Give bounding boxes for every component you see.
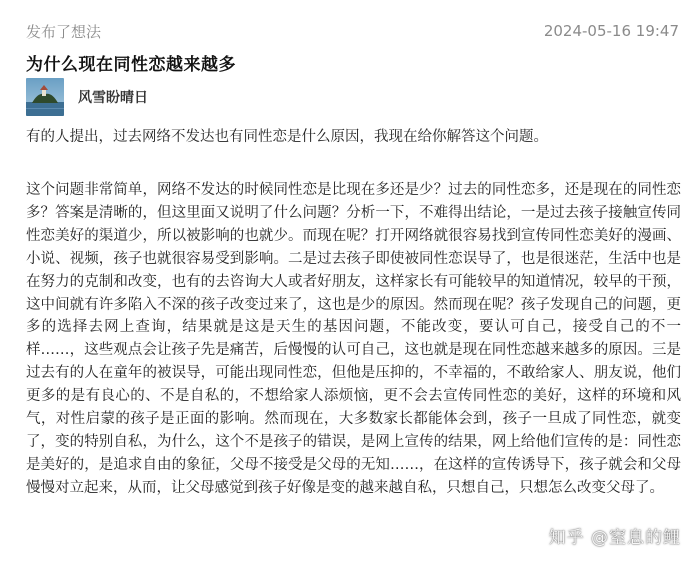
post-header <box>26 20 679 42</box>
action-label: 发布了想法 <box>26 22 102 41</box>
avatar-image <box>26 78 64 116</box>
avatar[interactable] <box>26 78 64 116</box>
watermark: 知乎 @窒息的鲤 <box>548 528 681 548</box>
post-body: 这个问题非常简单，网络不发达的时候同性恋是比现在多还是少？过去的同性恋多，还是现在的同性恋多？答案是清晰的，但这里面又说明了什么问题？分析一下，不难得出结论，一是过去孩子接触宣传同性恋美好的渠道少，所以被影响的也就少。而现在呢？打开网络就很容易找到宣传同性恋美好的漫画、小说、视频，孩子也就很容易受到影响。二是过去孩子即使被同性恋误导了，也是很迷茫，生活中也是在努力的克制和改变，也有的去咨询大人或者好朋友，这样家长有可能较早的知道情况，较早的干预，这中间就有许多陷入不深的孩子改变过来了，这也是少的原因。然而现在呢？孩子发现自己的问题，更多的选择去网上查询，结果就是这是天生的基因问题，不能改变，要认可自己，接受自己的不一样……，这些观点会让孩子先是痛苦，后慢慢的认可自己，这也就是现在同性恋越来越多的原因。三是过去有的人在童年的被误导，可能出现同性恋，但他是压抑的，不幸福的，不敢给家人、朋友说，他们更多的是有良心的、不是自私的，不想给家人添烦恼，更不会去宣传同性恋的美好，这样的环境和风气，对性启蒙的孩子是正面的影响。然而现在，大多数家长都能体会到，孩子一旦成了同性恋，就变了，变的特别自私，为什么，这个不是孩子的错误，是网上宣传的结果，网上给他们宣传的是：同性恋是美好的，是追求自由的象征，父母不接受是父母的无知……，在这样的宣传诱导下，孩子就会和父母慢慢对立起来，从而，让父母感觉到孩子好像是变的越来越自私，只想自己，只想怎么改变父母了。 <box>26 182 681 496</box>
post-title: 为什么现在同性恋越来越多 <box>26 55 236 75</box>
author-name[interactable]: 风雪盼晴日 <box>78 90 148 106</box>
author-row[interactable] <box>26 78 148 116</box>
post-intro: 有的人提出，过去网络不发达也有同性恋是什么原因，我现在给你解答这个问题。 <box>26 129 548 145</box>
timestamp: 2024-05-16 19:47 <box>543 22 679 40</box>
